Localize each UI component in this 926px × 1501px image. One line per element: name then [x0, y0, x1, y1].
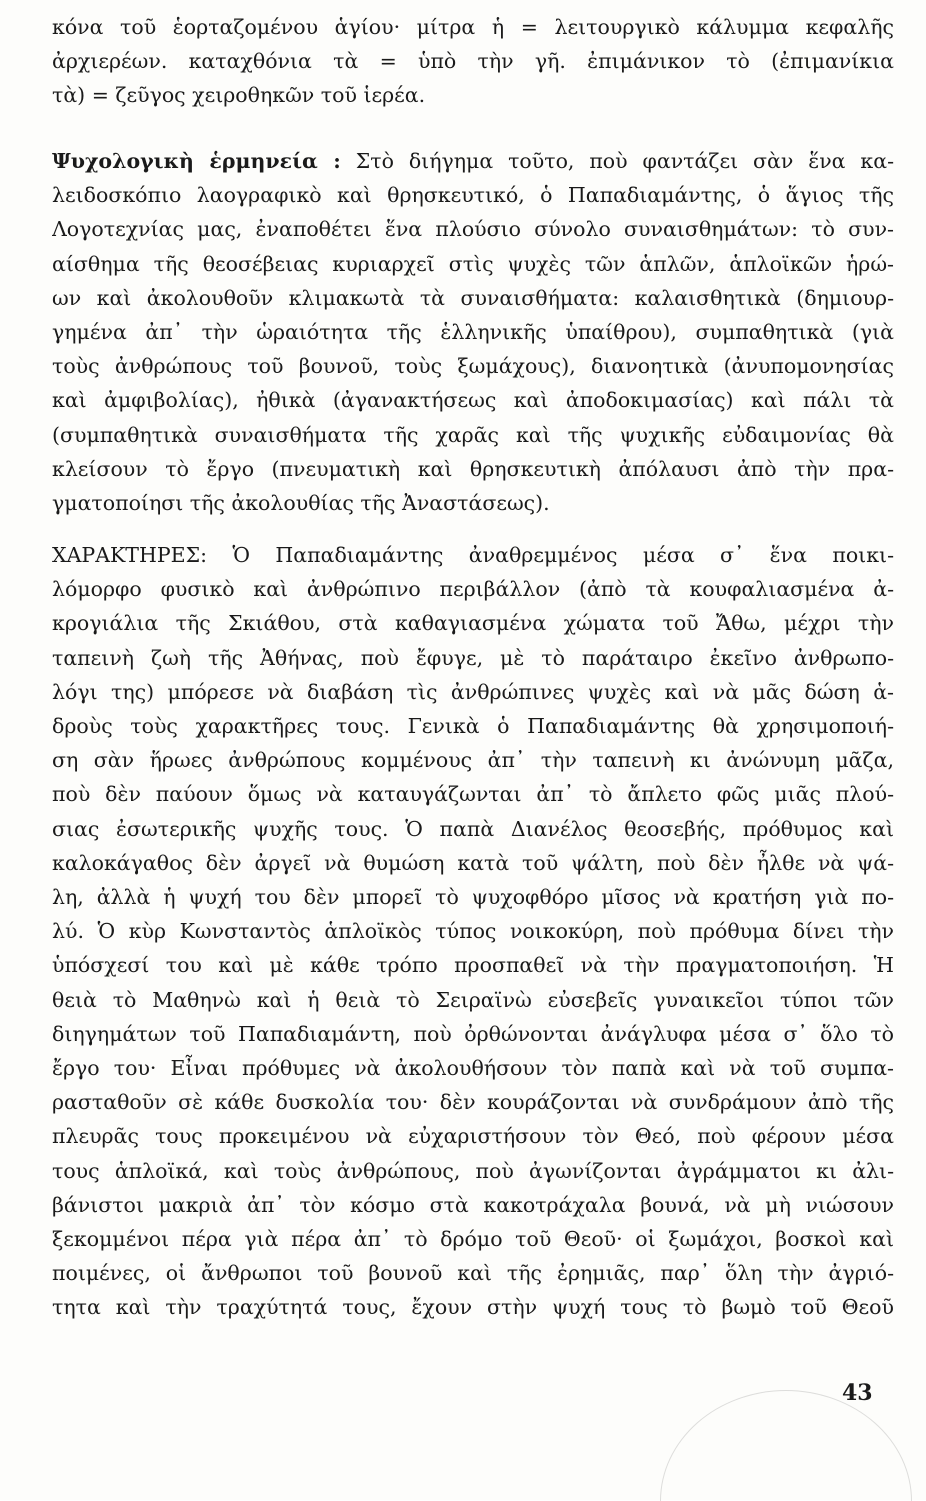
text-fragment: Ὁ Παπαδιαμάντης ἀναθρεμμένος μέσα σ᾽ ἕνα ποικι- — [232, 543, 894, 567]
text-line: καλοκάγαθος δὲν ἀργεῖ νὰ θυμώση κατὰ τοῦ ψάλτη, ποὺ δὲν ἦλθε νὰ ψά- — [52, 850, 894, 875]
text-line: κρογιάλια τῆς Σκιάθου, στὰ καθαγιασμένα χώματα τοῦ Ἄθω, μέχρι τὴν — [52, 611, 894, 636]
text-line: τους ἁπλοϊκά, καὶ τοὺς ἀνθρώπους, ποὺ ἀγωνίζονται ἀγράμματοι κι ἀλι- — [52, 1158, 894, 1183]
text-line: ση σὰν ἥρωες ἀνθρώπους κομμένους ἀπ᾽ τὴν ταπεινὴ κι ἀνώνυμη μᾶζα, — [52, 748, 894, 773]
section-first-line — [52, 538, 894, 572]
text-line: τητα καὶ τὴν τραχύτητά τους, ἔχουν στὴν ψυχή τους τὸ βωμὸ τοῦ Θεοῦ — [52, 1295, 894, 1320]
text-line: δροὺς τοὺς χαρακτῆρες τους. Γενικὰ ὁ Παπαδιαμάντης θὰ χρησιμοποιή- — [52, 714, 894, 739]
text-line: κόνα τοῦ ἑορταζομένου ἁγίου· μίτρα ἡ = λειτουργικὸ κάλυμμα κεφαλῆς — [52, 15, 894, 39]
text-line: γματοποίησι τῆς ἀκολουθίας τῆς Ἀναστάσεως). — [52, 491, 550, 516]
section-heading: Ψυχολογικὴ ἑρμηνεία : — [52, 149, 341, 173]
section-heading: ΧΑΡΑΚΤΗΡΕΣ: — [52, 543, 208, 567]
page-number: 43 — [842, 1380, 873, 1406]
text-line: πλευρᾶς τους προκειμένου νὰ εὐχαριστήσουν τὸν Θεό, ποὺ φέρουν μέσα — [52, 1124, 894, 1149]
text-line: κλείσουν τὸ ἔργο (πνευματικὴ καὶ θρησκευτικὴ ἀπόλαυσι ἀπὸ τὴν πρα- — [52, 456, 894, 481]
text-line: σιας ἐσωτερικῆς ψυχῆς τους. Ὁ παπὰ Διανέλος θεοσεβής, πρόθυμος καὶ — [52, 816, 894, 841]
text-line: καὶ ἀμφιβολίας), ἠθικὰ (ἀγανακτήσεως καὶ ἀποδοκιμασίας) καὶ πάλι τὰ — [52, 388, 894, 413]
text-line: θειὰ τὸ Μαθηνὼ καὶ ἡ θειὰ τὸ Σειραϊνὼ εὐσεβεῖς γυναικεῖοι τύποι τῶν — [52, 987, 894, 1012]
text-line: λη, ἀλλὰ ἡ ψυχή του δὲν μπορεῖ τὸ ψυχοφθόρο μῖσος νὰ κρατήση γιὰ πο- — [52, 885, 894, 910]
text-line: ἀρχιερέων. καταχθόνια τὰ = ὑπὸ τὴν γῆ. ἐπιμάνικον τὸ (ἐπιμανίκια — [52, 49, 894, 74]
text-line: ποιμένες, οἱ ἄνθρωποι τοῦ βουνοῦ καὶ τῆς ἐρημιᾶς, παρ᾽ ὅλη τὴν ἀγριό- — [52, 1261, 894, 1286]
text-line: (συμπαθητικὰ συναισθήματα τῆς χαρᾶς καὶ τῆς ψυχικῆς εὐδαιμονίας θὰ — [52, 422, 894, 447]
text-line: λόγι της) μπόρεσε νὰ διαβάση τὶς ἀνθρώπινες ψυχὲς καὶ νὰ μᾶς δώση ἁ- — [52, 679, 894, 704]
text-line: ἔργο του· Εἶναι πρόθυμες νὰ ἀκολουθήσουν τὸν παπὰ καὶ νὰ τοῦ συμπα- — [52, 1056, 894, 1081]
text-line: λύ. Ὁ κὺρ Κωνσταντὸς ἁπλοϊκὸς τύπος νοικοκύρη, ποὺ πρόθυμα δίνει τὴν — [52, 919, 894, 944]
text-line: λειδοσκόπιο λαογραφικὸ καὶ θρησκευτικό, ὁ Παπαδιαμάντης, ὁ ἅγιος τῆς — [52, 183, 894, 208]
text-line: ταπεινὴ ζωὴ τῆς Ἀθήνας, ποὺ ἔφυγε, μὲ τὸ παράταιρο ἐκεῖνο ἀνθρωπο- — [52, 645, 894, 670]
text-line: ων καὶ ἀκολουθοῦν κλιμακωτὰ τὰ συναισθήματα: καλαισθητικὰ (δημιουρ- — [52, 285, 894, 310]
text-line: βάνιστοι μακριὰ ἀπ᾽ τὸν κόσμο στὰ κακοτράχαλα βουνά, νὰ μὴ νιώσουν — [52, 1192, 894, 1217]
text-line: ποὺ δὲν παύουν ὅμως νὰ καταυγάζωνται ἀπ᾽ τὸ ἄπλετο φῶς μιᾶς πλού- — [52, 782, 894, 807]
psychological-interpretation-section — [52, 144, 894, 520]
text-line: αίσθημα τῆς θεοσέβειας κυριαρχεῖ στὶς ψυχὲς τῶν ἁπλῶν, ἁπλοϊκῶν ἡρώ- — [52, 251, 894, 276]
characters-section — [52, 538, 894, 1325]
text-line: λόμορφο φυσικὸ καὶ ἀνθρώπινο περιβάλλον (ἀπὸ τὰ κουφαλιασμένα ἀ- — [52, 577, 894, 602]
text-line: τοὺς ἀνθρώπους τοῦ βουνοῦ, τοὺς ξωμάχους), διανοητικὰ (ἀνυπομονησίας — [52, 354, 894, 379]
text-line: ξεκομμένοι πέρα γιὰ πέρα ἀπ᾽ τὸ δρόμο τοῦ Θεοῦ· οἱ ξωμάχοι, βοσκοὶ καὶ — [52, 1227, 894, 1252]
section-first-line — [52, 144, 894, 178]
text-line: ὑπόσχεσί του καὶ μὲ κάθε τρόπο προσπαθεῖ νὰ τὴν πραγματοποιήση. Ἡ — [52, 953, 894, 978]
text-line: διηγημάτων τοῦ Παπαδιαμάντη, ποὺ ὀρθώνονται ἀνάγλυφα μέσα σ᾽ ὅλο τὸ — [52, 1021, 894, 1046]
text-line: γημένα ἀπ᾽ τὴν ὡραιότητα τῆς ἑλληνικῆς ὑπαίθρου), συμπαθητικὰ (γιὰ — [52, 320, 894, 345]
text-line: Λογοτεχνίας μας, ἐναποθέτει ἕνα πλούσιο σύνολο συναισθημάτων: τὸ συν- — [52, 217, 894, 242]
library-stamp-mark — [660, 1390, 912, 1501]
footnote-glossary — [52, 10, 894, 113]
text-line: ρασταθοῦν σὲ κάθε δυσκολία του· δὲν κουράζονται νὰ συνδράμουν ἀπὸ τῆς — [52, 1090, 894, 1115]
text-line: τὰ) = ζεῦγος χειροθηκῶν τοῦ ἱερέα. — [52, 83, 426, 108]
text-fragment: Στὸ διήγημα τοῦτο, ποὺ φαντάζει σὰν ἕνα κα- — [355, 149, 894, 173]
